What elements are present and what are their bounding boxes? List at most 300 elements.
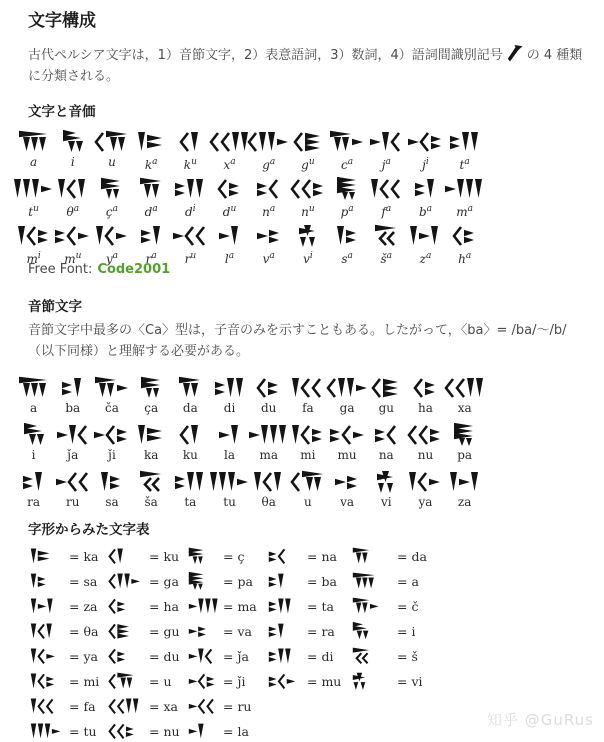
word-divider-wedge-icon xyxy=(503,48,527,63)
glyph-box xyxy=(218,421,241,447)
shape-table-cell xyxy=(108,719,188,742)
shape-table xyxy=(30,544,468,742)
glyph-box xyxy=(30,622,69,641)
cuneiform-glyph xyxy=(268,572,286,591)
glyph-box xyxy=(108,647,149,666)
transliteration-label: ha xyxy=(418,401,433,415)
cuneiform-glyph xyxy=(30,647,57,666)
glyph-cell xyxy=(53,468,92,510)
glyph-cell xyxy=(406,175,445,217)
glyph-box xyxy=(137,421,165,447)
transliteration-label: mu xyxy=(337,448,357,462)
glyph-cell xyxy=(171,175,210,217)
glyph-box xyxy=(139,468,163,494)
shape-table-cell xyxy=(352,544,468,569)
glyph-box xyxy=(293,128,323,154)
glyph-box xyxy=(30,647,69,666)
glyph-box xyxy=(188,647,223,666)
equals-transliteration-label: = ma xyxy=(223,599,257,614)
cuneiform-glyph xyxy=(54,224,91,248)
transliteration-label: $y^a$ xyxy=(105,251,119,266)
glyph-cell xyxy=(445,128,484,170)
glyph-cell xyxy=(132,128,171,170)
transliteration-label: ra xyxy=(27,495,41,509)
glyph-box xyxy=(30,597,69,616)
equals-transliteration-label: = i xyxy=(397,624,416,639)
cuneiform-glyph xyxy=(449,470,481,494)
glyph-box xyxy=(452,222,477,248)
glyph-cell xyxy=(445,222,484,264)
transliteration-label: a xyxy=(30,401,38,415)
free-font-label: Free Font: xyxy=(28,262,93,277)
glyph-cell xyxy=(92,374,131,416)
cuneiform-glyph xyxy=(218,224,241,248)
transliteration-label: tu xyxy=(223,495,236,509)
glyph-box xyxy=(140,374,163,400)
glyph-cell xyxy=(53,374,92,416)
glyph-cell xyxy=(92,222,131,264)
shape-table-cell xyxy=(352,644,468,669)
transliteration-label: ya xyxy=(418,495,433,509)
glyph-cell xyxy=(14,468,53,510)
cuneiform-glyph xyxy=(174,177,206,201)
cuneiform-glyph xyxy=(108,572,142,591)
cuneiform-glyph xyxy=(268,622,286,641)
shape-table-cell xyxy=(108,619,188,644)
glyph-cell xyxy=(367,374,406,416)
glyph-box xyxy=(453,421,476,447)
transliteration-label: $t^a$ xyxy=(459,157,470,172)
cuneiform-glyph xyxy=(256,224,282,248)
cuneiform-glyph xyxy=(108,622,131,641)
cuneiform-glyph xyxy=(326,376,369,400)
glyph-box xyxy=(172,222,208,248)
glyph-cell xyxy=(249,374,288,416)
glyph-box xyxy=(62,128,84,154)
glyph-box xyxy=(188,572,223,591)
transliteration-label: za xyxy=(457,495,472,509)
cuneiform-glyph xyxy=(188,672,217,691)
glyph-cell xyxy=(132,374,171,416)
glyph-box xyxy=(218,222,241,248)
glyph-box xyxy=(108,722,149,741)
equals-transliteration-label: = za xyxy=(69,599,98,614)
shape-table-cell xyxy=(188,644,268,669)
transliteration-label: ta xyxy=(184,495,197,509)
cuneiform-glyph xyxy=(268,672,297,691)
glyph-box xyxy=(178,374,202,400)
glyph-box xyxy=(291,374,324,400)
shape-table-cell xyxy=(30,544,108,569)
glyph-cell xyxy=(367,421,406,463)
equals-transliteration-label: = vi xyxy=(397,674,423,689)
glyph-cell xyxy=(249,175,288,217)
cuneiform-glyph xyxy=(18,130,49,154)
glyph-box xyxy=(100,175,123,201)
equals-transliteration-label: = tu xyxy=(69,724,97,739)
glyph-box xyxy=(352,622,397,641)
glyph-cell xyxy=(210,128,249,170)
cuneiform-glyph xyxy=(188,722,206,741)
glyph-box xyxy=(290,175,326,201)
glyph-cell xyxy=(328,222,367,264)
transliteration-label: $r^u$ xyxy=(184,251,197,266)
glyph-cell xyxy=(171,128,210,170)
cuneiform-glyph xyxy=(209,130,251,154)
cuneiform-glyph xyxy=(293,130,323,154)
equals-transliteration-label: = nu xyxy=(149,724,180,739)
free-font-line xyxy=(28,262,170,277)
glyph-cell xyxy=(406,421,445,463)
shape-table-cell xyxy=(108,544,188,569)
cuneiform-glyph xyxy=(188,647,215,666)
transliteration-label: xa xyxy=(457,401,472,415)
glyph-cell xyxy=(14,128,53,170)
transliteration-label: $d^u$ xyxy=(222,204,237,219)
glyph-box xyxy=(256,374,281,400)
cuneiform-glyph xyxy=(22,470,45,494)
glyph-box xyxy=(407,421,443,447)
glyph-cell xyxy=(171,421,210,463)
code2001-font-link[interactable]: Code2001 xyxy=(97,262,171,277)
page-title: 文字構成 xyxy=(28,11,96,31)
shape-table-cell xyxy=(188,544,268,569)
glyph-box xyxy=(329,128,365,154)
cuneiform-glyph xyxy=(256,376,281,400)
transliteration-label: sa xyxy=(105,495,119,509)
equals-transliteration-label: = sa xyxy=(69,574,98,589)
glyph-box xyxy=(108,547,149,566)
equals-transliteration-label: = ç xyxy=(223,549,245,564)
cuneiform-glyph xyxy=(95,224,129,248)
glyph-box xyxy=(188,722,223,741)
equals-transliteration-label: = ǰa xyxy=(223,649,249,664)
glyph-cell xyxy=(210,468,249,510)
transliteration-label: ku xyxy=(182,448,198,462)
glyph-cell xyxy=(14,421,53,463)
cuneiform-glyph xyxy=(30,697,56,716)
cuneiform-glyph xyxy=(334,470,360,494)
glyph-cell xyxy=(328,374,367,416)
shape-table-cell xyxy=(268,569,352,594)
glyph-cell xyxy=(367,468,406,510)
cuneiform-glyph xyxy=(137,423,165,447)
equals-transliteration-label: = ya xyxy=(69,649,98,664)
glyph-cell xyxy=(249,128,288,170)
glyph-cell xyxy=(406,468,445,510)
shape-table-cell xyxy=(108,694,188,719)
glyph-box xyxy=(95,222,129,248)
glyph-box xyxy=(179,421,201,447)
transliteration-label: di xyxy=(223,401,236,415)
cuneiform-glyph xyxy=(444,376,486,400)
glyph-box xyxy=(209,468,250,494)
transliteration-label: a xyxy=(30,155,38,169)
cuneiform-glyph xyxy=(108,697,141,716)
cuneiform-glyph xyxy=(179,130,201,154)
transliteration-label: $f^a$ xyxy=(381,204,392,219)
glyph-box xyxy=(94,128,129,154)
transliteration-label: $\theta^a$ xyxy=(66,204,80,219)
shape-table-cell xyxy=(30,694,108,719)
glyph-box xyxy=(30,672,69,691)
transliteration-label: $g^a$ xyxy=(262,157,276,172)
transliteration-label: $n^u$ xyxy=(301,204,315,219)
shape-table-empty-cell xyxy=(268,694,352,719)
syllabic-paragraph: 音節文字中最多の〈Ca〉型は，子音のみを示すこともある。したがって，〈ba〉= /ba/～/b/（以下同様）と理解する必要がある。 xyxy=(28,323,567,359)
phonetic-table xyxy=(14,128,484,264)
transliteration-label: i xyxy=(70,155,75,169)
shape-table-cell xyxy=(188,594,268,619)
glyph-box xyxy=(374,222,398,248)
glyph-box xyxy=(409,222,441,248)
cuneiform-glyph xyxy=(248,423,289,447)
equals-transliteration-label: = fa xyxy=(69,699,96,714)
section-heading-syllabic: 音節文字 xyxy=(28,299,82,315)
glyph-box xyxy=(188,622,223,641)
glyph-box xyxy=(174,175,206,201)
glyph-box xyxy=(253,468,284,494)
transliteration-label: ba xyxy=(65,401,81,415)
cuneiform-glyph xyxy=(336,224,359,248)
transliteration-label: $m^a$ xyxy=(456,204,474,219)
transliteration-label: ka xyxy=(143,448,159,462)
glyph-box xyxy=(188,672,223,691)
transliteration-label: $m^u$ xyxy=(64,251,82,266)
transliteration-label: $d^a$ xyxy=(144,204,158,219)
glyph-box xyxy=(256,222,282,248)
transliteration-label: du xyxy=(261,401,277,415)
equals-transliteration-label: = xa xyxy=(149,699,178,714)
cuneiform-glyph xyxy=(174,470,206,494)
cuneiform-glyph xyxy=(55,470,91,494)
transliteration-label: $j^i$ xyxy=(422,157,429,172)
cuneiform-glyph xyxy=(452,224,477,248)
equals-transliteration-label: = ra xyxy=(307,624,335,639)
transliteration-label: la xyxy=(224,448,236,462)
glyph-cell xyxy=(288,222,327,264)
glyph-box xyxy=(290,468,325,494)
cuneiform-glyph xyxy=(352,547,371,566)
glyph-box xyxy=(329,421,366,447)
transliteration-label: pa xyxy=(457,448,473,462)
cuneiform-glyph xyxy=(409,224,441,248)
transliteration-label: ma xyxy=(259,448,278,462)
transliteration-label: $k^u$ xyxy=(183,157,197,172)
glyph-cell xyxy=(132,468,171,510)
transliteration-label: $h^a$ xyxy=(458,251,472,266)
glyph-box xyxy=(55,468,91,494)
cuneiform-glyph xyxy=(30,547,52,566)
equals-transliteration-label: = č xyxy=(397,599,419,614)
transliteration-label: ga xyxy=(339,401,355,415)
cuneiform-glyph xyxy=(57,177,88,201)
glyph-cell xyxy=(406,222,445,264)
shape-table-cell xyxy=(188,569,268,594)
shape-table-cell xyxy=(30,619,108,644)
glyph-cell xyxy=(367,128,406,170)
cuneiform-glyph xyxy=(352,622,369,641)
shape-table-cell xyxy=(268,544,352,569)
glyph-box xyxy=(209,128,251,154)
transliteration-label: $r^a$ xyxy=(145,251,157,266)
cuneiform-glyph xyxy=(188,622,208,641)
shape-table-cell xyxy=(188,669,268,694)
glyph-cell xyxy=(210,421,249,463)
glyph-cell xyxy=(210,175,249,217)
glyph-box xyxy=(108,597,149,616)
glyph-box xyxy=(108,622,149,641)
transliteration-label: ǰi xyxy=(108,448,116,462)
glyph-box xyxy=(188,697,223,716)
transliteration-label: ša xyxy=(144,495,158,509)
glyph-box xyxy=(268,647,307,666)
glyph-cell xyxy=(249,421,288,463)
glyph-box xyxy=(247,128,290,154)
transliteration-label: $x^a$ xyxy=(223,157,236,172)
glyph-cell xyxy=(132,222,171,264)
glyph-box xyxy=(13,175,54,201)
glyph-cell xyxy=(445,421,484,463)
shape-table-cell xyxy=(30,594,108,619)
equals-transliteration-label: = ha xyxy=(149,599,179,614)
shape-table-empty-cell xyxy=(352,719,468,742)
glyph-cell xyxy=(288,175,327,217)
shape-table-empty-cell xyxy=(352,694,468,719)
glyph-box xyxy=(336,175,359,201)
glyph-box xyxy=(444,374,486,400)
equals-transliteration-label: = ru xyxy=(223,699,252,714)
shape-table-cell xyxy=(188,719,268,742)
glyph-cell xyxy=(14,374,53,416)
cuneiform-glyph xyxy=(30,572,48,591)
glyph-cell xyxy=(14,222,53,264)
transliteration-label: da xyxy=(182,401,198,415)
glyph-box xyxy=(248,421,289,447)
cuneiform-glyph xyxy=(329,423,366,447)
cuneiform-glyph xyxy=(268,647,293,666)
glyph-cell xyxy=(445,374,484,416)
shape-table-cell xyxy=(30,669,108,694)
cuneiform-glyph xyxy=(453,423,476,447)
cuneiform-glyph xyxy=(179,423,201,447)
glyph-box xyxy=(57,175,88,201)
equals-transliteration-label: = na xyxy=(307,549,337,564)
shape-table-cell xyxy=(30,644,108,669)
cuneiform-glyph xyxy=(30,672,57,691)
shape-table-cell xyxy=(352,619,468,644)
cuneiform-glyph xyxy=(298,224,318,248)
glyph-box xyxy=(108,697,149,716)
transliteration-label: u xyxy=(108,155,116,169)
transliteration-label: $j^a$ xyxy=(381,157,391,172)
cuneiform-glyph xyxy=(291,423,325,447)
glyph-box xyxy=(352,547,397,566)
glyph-box xyxy=(54,222,91,248)
cuneiform-glyph xyxy=(188,572,206,591)
watermark: 知乎 @GuRus xyxy=(487,711,594,729)
glyph-cell xyxy=(53,175,92,217)
equals-transliteration-label: = ka xyxy=(69,549,99,564)
glyph-cell xyxy=(210,222,249,264)
equals-transliteration-label: = mu xyxy=(307,674,342,689)
glyph-box xyxy=(326,374,369,400)
equals-transliteration-label: = mi xyxy=(69,674,100,689)
cuneiform-glyph xyxy=(352,597,380,616)
cuneiform-glyph xyxy=(352,572,376,591)
shape-table-cell xyxy=(268,644,352,669)
cuneiform-glyph xyxy=(374,224,398,248)
cuneiform-glyph xyxy=(108,547,125,566)
glyph-cell xyxy=(288,128,327,170)
transliteration-label: u xyxy=(304,495,312,509)
cuneiform-glyph xyxy=(108,722,136,741)
cuneiform-glyph xyxy=(100,177,123,201)
equals-transliteration-label: = ǰi xyxy=(223,674,246,689)
equals-transliteration-label: = ga xyxy=(149,574,179,589)
glyph-box xyxy=(369,128,403,154)
equals-transliteration-label: = š xyxy=(397,649,418,664)
intro-paragraph xyxy=(28,45,584,87)
cuneiform-glyph xyxy=(172,224,208,248)
glyph-box xyxy=(407,128,444,154)
glyph-box xyxy=(18,128,49,154)
glyph-cell xyxy=(328,128,367,170)
glyph-cell xyxy=(288,374,327,416)
glyph-box xyxy=(214,374,246,400)
glyph-cell xyxy=(132,421,171,463)
shape-table-cell xyxy=(352,569,468,594)
glyph-box xyxy=(352,572,397,591)
glyph-cell xyxy=(171,222,210,264)
shape-table-cell xyxy=(108,644,188,669)
glyph-box xyxy=(268,547,307,566)
cuneiform-glyph xyxy=(247,130,290,154)
equals-transliteration-label: = u xyxy=(149,674,172,689)
cuneiform-glyph xyxy=(61,376,84,400)
glyph-cell xyxy=(406,128,445,170)
cuneiform-glyph xyxy=(139,177,163,201)
transliteration-label: fa xyxy=(302,401,314,415)
glyph-box xyxy=(449,128,481,154)
equals-transliteration-label: = ku xyxy=(149,549,180,564)
cuneiform-glyph xyxy=(256,177,281,201)
glyph-box xyxy=(108,572,149,591)
cuneiform-glyph xyxy=(214,376,246,400)
transliteration-label: $ç^a$ xyxy=(105,204,119,219)
glyph-box xyxy=(268,622,307,641)
cuneiform-glyph xyxy=(268,547,288,566)
cuneiform-glyph xyxy=(352,647,371,666)
glyph-cell xyxy=(53,222,92,264)
glyph-cell xyxy=(92,175,131,217)
glyph-box xyxy=(371,374,401,400)
section-heading-phonetic: 文字と音価 xyxy=(28,104,96,120)
equals-transliteration-label: = gu xyxy=(149,624,180,639)
transliteration-label: $z^a$ xyxy=(419,251,432,266)
glyph-box xyxy=(217,175,242,201)
cuneiform-glyph xyxy=(178,376,202,400)
transliteration-label: vi xyxy=(380,495,392,509)
cuneiform-glyph xyxy=(139,470,163,494)
transliteration-label: ča xyxy=(105,401,119,415)
glyph-box xyxy=(188,547,223,566)
cuneiform-glyph xyxy=(94,130,129,154)
cuneiform-glyph xyxy=(407,423,443,447)
transliteration-label: $š^a$ xyxy=(380,251,393,266)
glyph-box xyxy=(408,468,442,494)
transliteration-label: $g^u$ xyxy=(301,157,315,172)
